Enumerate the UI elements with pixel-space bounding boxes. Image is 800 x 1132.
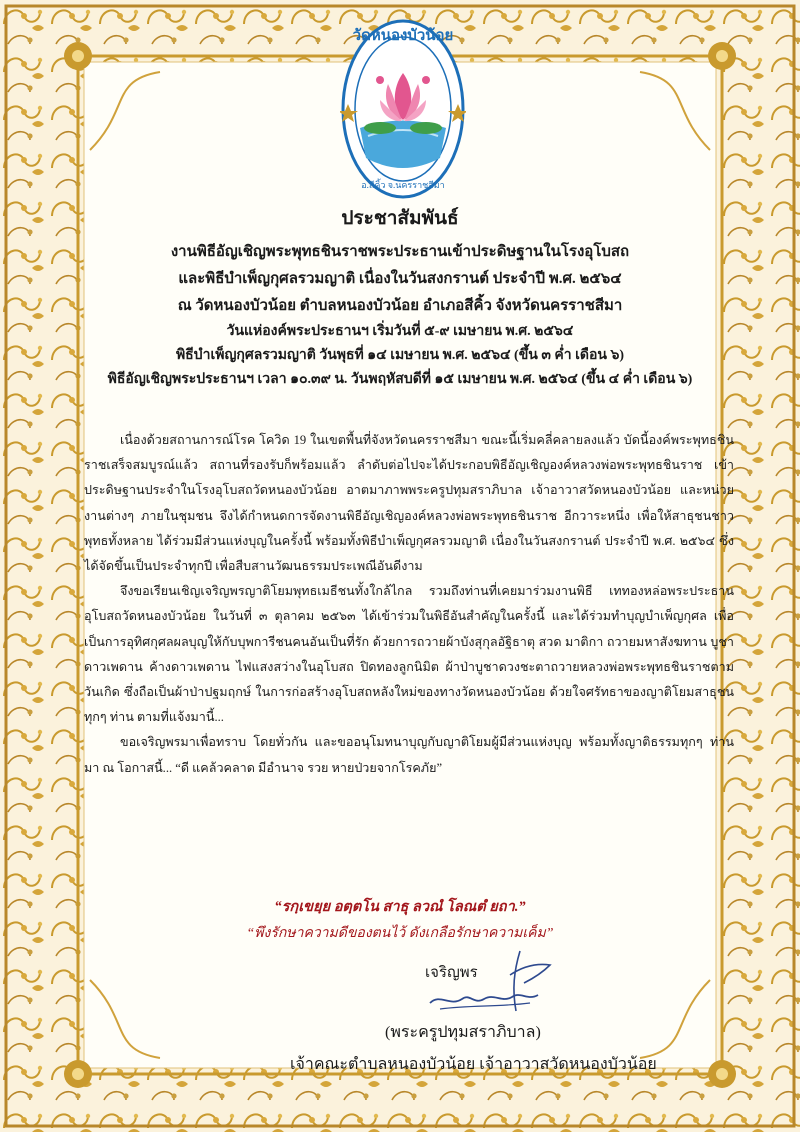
announcement-body	[84, 428, 734, 781]
headline-line-3: ณ วัดหนองบัวน้อย ตำบลหนองบัวน้อย อำเภอสีคิ้ว จังหวัดนครราชสีมา	[177, 298, 623, 314]
paragraph-2: จึงขอเรียนเชิญเจริญพรญาติโยมพุทธเมธีชนทั้งใกล้ไกล รวมถึงท่านที่เคยมาร่วมงานพิธี เททองหล่อพระประธานอุโบสถวัดหนองบัวน้อย ในวันที่ ๓ ตุลาคม ๒๕๖๓ ได้เข้าร่วมในพิธีอันสำคัญในครั้งนี้ และได้ร่วมทำบุญบำเพ็ญกุศล เพื่อเป็นการอุทิศกุศลผลบุญให้กับบุพการีชนคนอันเป็นที่รัก ด้วยการถวายผ้าบังสุกุลอัฐิธาตุ สวด มาติกา ถวายมหาสังฆทาน บูชาดาวเพดาน ค้างดาวเพดาน ไฟแสงสว่างในอุโบสถ ปิดทองลูกนิมิต ผ้าป่าบูชาดวงชะตาถวายหลวงพ่อพระพุทธชินราชตามวันเกิด ซึ่งถือเป็นผ้าป่าปฐมฤกษ์ ในการก่อสร้างอุโบสถหลังใหม่ของทางวัดหนองบัวน้อย ด้วยใจศรัทธาของญาติโยมสาธุชนทุกๆ ท่าน ตามที่แจ้งมานี้...	[84, 584, 734, 725]
temple-seal-logo	[340, 18, 466, 200]
announcement-header	[40, 203, 760, 392]
schedule-line-3: พิธีอัญเชิญพระประธานฯ เวลา ๑๐.๓๙ น. วันพฤหัสบดีที่ ๑๕ เมษายน พ.ศ. ๒๕๖๔ (ขึ้น ๔ ค่ำ เดือน ๖)	[107, 372, 693, 387]
headline-line-1: งานพิธีอัญเชิญพระพุทธชินราชพระประธานเข้าประดิษฐานในโรงอุโบสถ	[170, 244, 630, 260]
signer-position: เจ้าคณะตำบลหนองบัวน้อย เจ้าอาวาสวัดหนองบัวน้อย	[290, 1056, 657, 1073]
page-title: ประชาสัมพันธ์	[341, 208, 459, 229]
signer-name: (พระครูปทุมสราภิบาล)	[385, 1024, 541, 1041]
pali-quote: “รกฺเขยฺย อตฺตโน สาธุ ลวณํ โลณตํ ยถา.”	[274, 899, 526, 915]
headline-line-2: และพิธีบำเพ็ญกุศลรวมญาติ เนื่องในวันสงกรานต์ ประจำปี พ.ศ. ๒๕๖๔	[178, 271, 622, 287]
schedule-line-2: พิธีบำเพ็ญกุศลรวมญาติ วันพุธที่ ๑๔ เมษายน พ.ศ. ๒๕๖๔ (ขึ้น ๓ ค่ำ เดือน ๖)	[175, 348, 625, 363]
pali-quote-block	[0, 893, 800, 947]
paragraph-3: ขอเจริญพรมาเพื่อทราบ โดยทั่วกัน และขออนุโมทนาบุญกับญาติโยมผู้มีส่วนแห่งบุญ พร้อมทั้งญาติธรรมทุกๆ ท่าน มา ณ โอกาสนี้... “ดี แคล้วคลาด มีอำนาจ รวย หายป่วยจากโรคภัย”	[84, 735, 734, 775]
paragraph-1: เนื่องด้วยสถานการณ์โรค โควิด 19 ในเขตพื้นที่จังหวัดนครราชสีมา ขณะนี้เริ่มคลี่คลายลงแล้ว บัดนี้องค์พระพุทธชินราชเสร็จสมบูรณ์แล้ว สถานที่รองรับก็พร้อมแล้ว ลำดับต่อไปจะได้ประกอบพิธีอัญเชิญองค์หลวงพ่อพระพุทธชินราช เข้าประดิษฐานประจำในโรงอุโบสถวัดหนองบัวน้อย อาตมาภาพพระครูปทุมสราภิบาล เจ้าอาวาสวัดหนองบัวน้อย และหน่วยงานต่างๆ ภายในชุมชน จึงได้กำหนดการจัดงานพิธีอัญเชิญองค์หลวงพ่อพระพุทธชินราช อีกวาระหนึ่ง เพื่อให้สาธุชนชาวพุทธทั้งหลาย ได้ร่วมมีส่วนแห่งบุญในครั้งนี้ พร้อมทั้งพิธีบำเพ็ญกุศลรวมญาติ เนื่องในวันสงกรานต์ ประจำปี พ.ศ. ๒๕๖๔ ซึ่งได้จัดขึ้นเป็นประจำทุกปี เพื่อสืบสานวัฒนธรรมประเพณีอันดีงาม	[84, 433, 734, 574]
thai-translation-quote: “พึงรักษาความดีของตนไว้ ดังเกลือรักษาความเค็ม”	[246, 926, 554, 941]
schedule-line-1: วันแห่องค์พระประธานฯ เริ่มวันที่ ๕-๙ เมษายน พ.ศ. ๒๕๖๔	[226, 324, 574, 339]
handwritten-signature	[410, 945, 570, 1023]
seal-top-text: วัดหนองบัวน้อย	[352, 28, 454, 44]
seal-bottom-text: อ.สีคิ้ว จ.นครราชสีมา	[361, 180, 445, 190]
closing-greeting: เจริญพร	[425, 965, 478, 981]
